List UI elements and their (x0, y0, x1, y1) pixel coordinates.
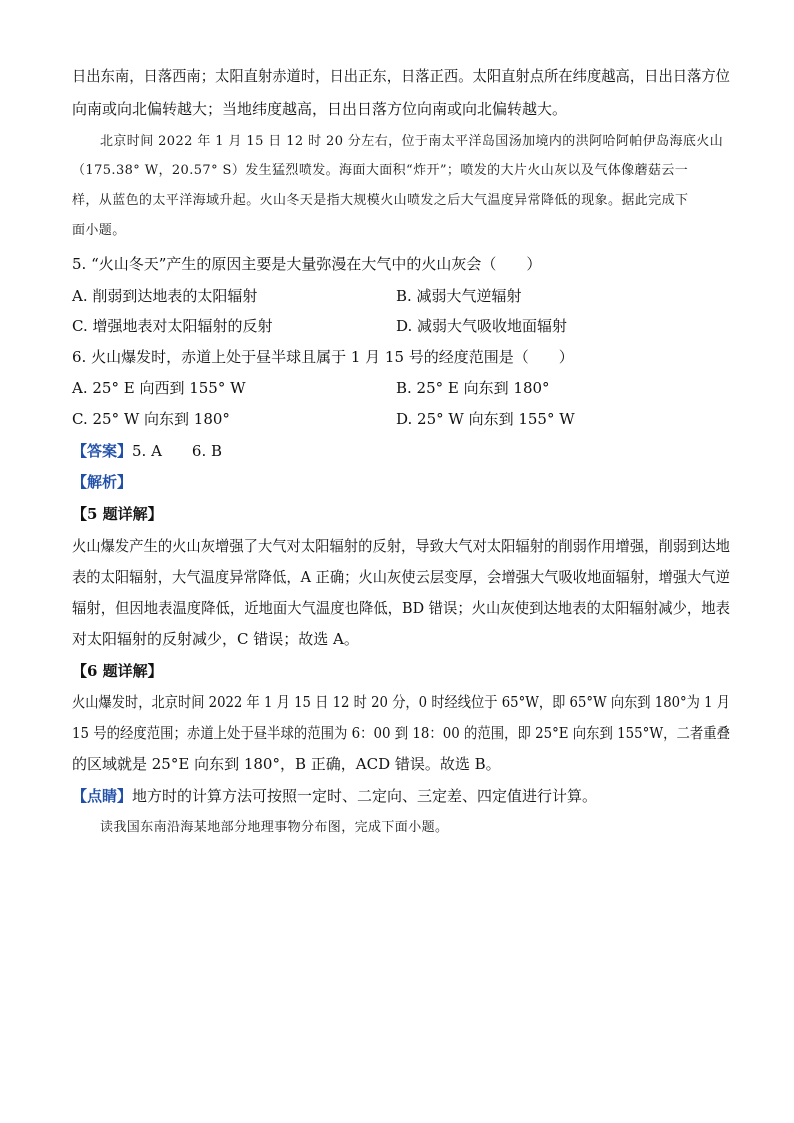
answer-label: 【答案】 (72, 442, 133, 460)
tip-text: 地方时的计算方法可按照一定时、二定向、三定差、四定值进行计算。 (132, 787, 598, 805)
q6-option-d: D. 25° W 向东到 155° W (396, 410, 575, 428)
detail-5-line-4: 对太阳辐射的反射减少，C 错误；故选 A。 (72, 630, 359, 648)
material-line-1: 北京时间 2022 年 1 月 15 日 12 时 20 分左右，位于南太平洋岛国汤加境内的洪阿哈阿帕伊岛海底火山 (100, 134, 724, 149)
next-material-line: 读我国东南沿海某地部分地理事物分布图，完成下面小题。 (100, 820, 449, 835)
detail-5-line-3: 辐射，但因地表温度降低，近地面大气温度也降低，BD 错误；火山灰使到达地表的太阳辐射减少，地表 (72, 599, 730, 617)
detail-5-label: 【5 题详解】 (72, 505, 163, 523)
q5-option-a: A. 削弱到达地表的太阳辐射 (72, 287, 258, 305)
detail-5-line-2: 表的太阳辐射，大气温度异常降低，A 正确；火山灰使云层变厚，会增强大气吸收地面辐射，增强大气逆 (72, 568, 731, 586)
q6-option-a: A. 25° E 向西到 155° W (72, 379, 246, 397)
tip-label: 【点睛】 (72, 787, 133, 805)
detail-6-line-1: 火山爆发时，北京时间 2022 年 1 月 15 日 12 时 20 分，0 时经线位于 65°W，即 65°W 向东到 180°为 1 月 (72, 693, 730, 711)
q6-option-c: C. 25° W 向东到 180° (72, 410, 230, 428)
q5-option-b: B. 减弱大气逆辐射 (396, 287, 522, 305)
question-6-stem: 6. 火山爆发时，赤道上处于昼半球且属于 1 月 15 号的经度范围是（ ） (72, 348, 574, 366)
detail-6-label: 【6 题详解】 (72, 662, 163, 680)
material-line-4: 面小题。 (72, 223, 126, 238)
q6-option-b: B. 25° E 向东到 180° (396, 379, 550, 397)
detail-6-line-2: 15 号的经度范围；赤道上处于昼半球的范围为 6：00 到 18：00 的范围，即 25°E 向东到 155°W，二者重叠 (72, 724, 730, 742)
answer-line (72, 441, 222, 461)
analysis-label: 【解析】 (72, 473, 133, 491)
detail-5-line-1: 火山爆发产生的火山灰增强了大气对太阳辐射的反射，导致大气对太阳辐射的削弱作用增强，削弱到达地 (72, 537, 730, 555)
answer-text: 5. A 6. B (132, 442, 223, 460)
material-line-2: （175.38° W，20.57° S）发生猛烈喷发。海面大面积“炸开”；喷发的大片火山灰以及气体像蘑菇云一 (72, 163, 689, 178)
intro-line-1: 日出东南，日落西南；太阳直射赤道时，日出正东，日落正西。太阳直射点所在纬度越高，日出日落方位 (72, 67, 730, 85)
detail-6-line-3: 的区域就是 25°E 向东到 180°，B 正确，ACD 错误。故选 B。 (72, 755, 501, 773)
material-line-3: 样，从蓝色的太平洋海域升起。火山冬天是指大规模火山喷发之后大气温度异常降低的现象。据此完成下 (72, 193, 689, 208)
q5-option-d: D. 减弱大气吸收地面辐射 (396, 317, 568, 335)
q5-option-c: C. 增强地表对太阳辐射的反射 (72, 317, 273, 335)
question-5-stem: 5. “火山冬天”产生的原因主要是大量弥漫在大气中的火山灰会（ ） (72, 255, 542, 273)
tip-line (72, 786, 597, 806)
intro-line-2: 向南或向北偏转越大；当地纬度越高，日出日落方位向南或向北偏转越大。 (72, 100, 568, 118)
